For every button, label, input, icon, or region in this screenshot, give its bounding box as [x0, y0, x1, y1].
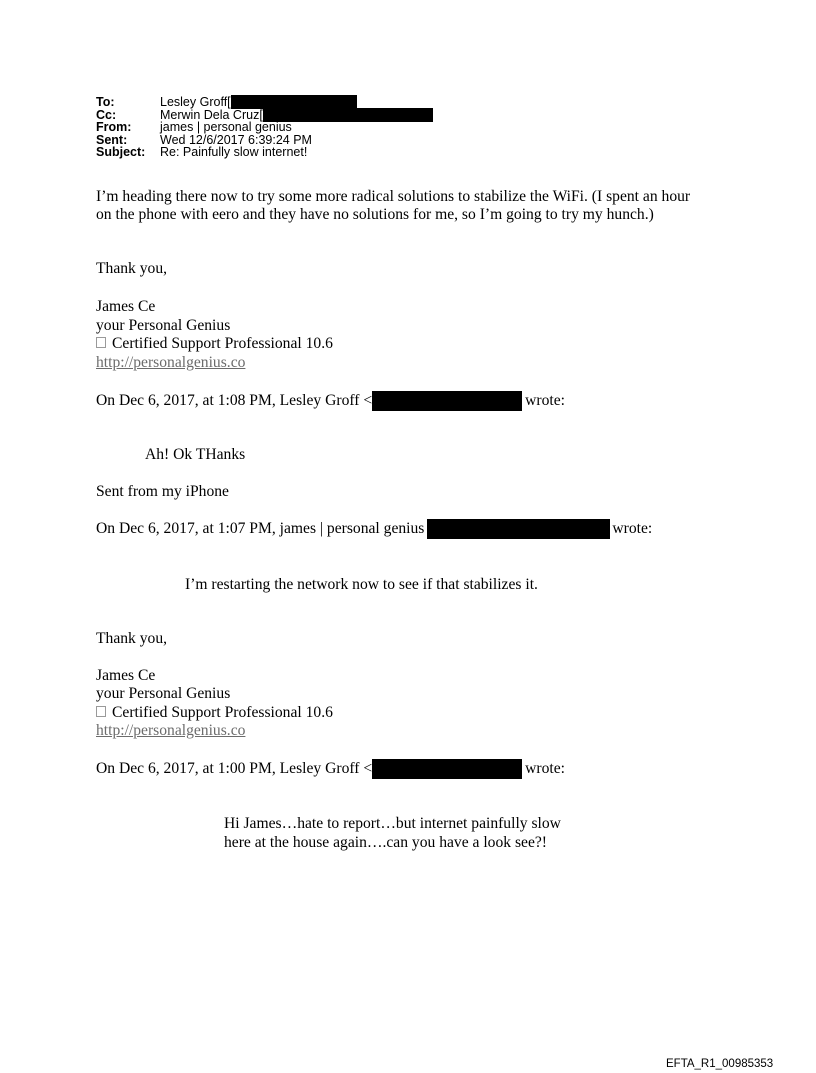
reply-text: Ah! Ok THanks	[145, 446, 246, 463]
quote-attribution-text: On Dec 6, 2017, at 1:08 PM, Lesley Groff <	[96, 392, 373, 409]
quote-attribution-wrote: wrote:	[525, 760, 566, 777]
signature-cert	[96, 704, 333, 723]
sent-value: Wed 12/6/2017 6:39:24 PM	[160, 132, 312, 147]
thanks-text: Thank you,	[96, 260, 168, 277]
quote-attribution-wrote: wrote:	[612, 520, 653, 537]
signature-title: your Personal Genius	[96, 317, 231, 334]
redaction-box	[427, 519, 610, 539]
quote-attribution-wrote: wrote:	[525, 392, 566, 409]
cc-name: Merwin Dela Cruz[	[160, 107, 263, 122]
redaction-box	[372, 759, 522, 779]
signature-cert-text: Certified Support Professional 10.6	[112, 335, 333, 352]
signature-name: James Ce	[96, 667, 156, 684]
subject-label: Subject:	[96, 145, 146, 160]
quote-attribution	[96, 520, 652, 539]
sent-label: Sent:	[96, 132, 128, 147]
original-message-line-1: Hi James…hate to report…but internet painfully slow	[224, 815, 561, 832]
sent-from-text: Sent from my iPhone	[96, 483, 229, 500]
subject-value: Re: Painfully slow internet!	[160, 145, 308, 160]
quote-attribution	[96, 760, 565, 779]
missing-glyph-icon	[96, 706, 106, 717]
from-value: james | personal genius	[160, 120, 292, 135]
missing-glyph-icon	[96, 337, 106, 348]
thanks-text: Thank you,	[96, 630, 168, 647]
quote-attribution-text: On Dec 6, 2017, at 1:00 PM, Lesley Groff <	[96, 760, 373, 777]
to-label: To:	[96, 95, 115, 109]
signature-cert	[96, 335, 333, 354]
signature-name: James Ce	[96, 298, 156, 315]
body-paragraph-line-1: I’m heading there now to try some more radical solutions to stabilize the WiFi. (I spent an hour	[96, 188, 691, 205]
signature-title: your Personal Genius	[96, 685, 231, 702]
quote-attribution-text: On Dec 6, 2017, at 1:07 PM, james | personal genius	[96, 520, 425, 537]
reply-text: I’m restarting the network now to see if that stabilizes it.	[185, 576, 538, 593]
to-name: Lesley Groff[	[160, 95, 231, 109]
signature-cert-text: Certified Support Professional 10.6	[112, 704, 333, 721]
cc-label: Cc:	[96, 107, 117, 122]
document-id: EFTA_R1_00985353	[666, 1058, 774, 1070]
body-paragraph-line-2: on the phone with eero and they have no solutions for me, so I’m going to try my hunch.)	[96, 206, 654, 223]
redaction-box	[372, 391, 522, 411]
from-label: From:	[96, 120, 132, 135]
signature-link[interactable]: http://personalgenius.co	[96, 354, 246, 371]
signature-link[interactable]: http://personalgenius.co	[96, 722, 246, 739]
quote-attribution	[96, 392, 565, 411]
original-message-line-2: here at the house again….can you have a look see?!	[224, 834, 547, 851]
